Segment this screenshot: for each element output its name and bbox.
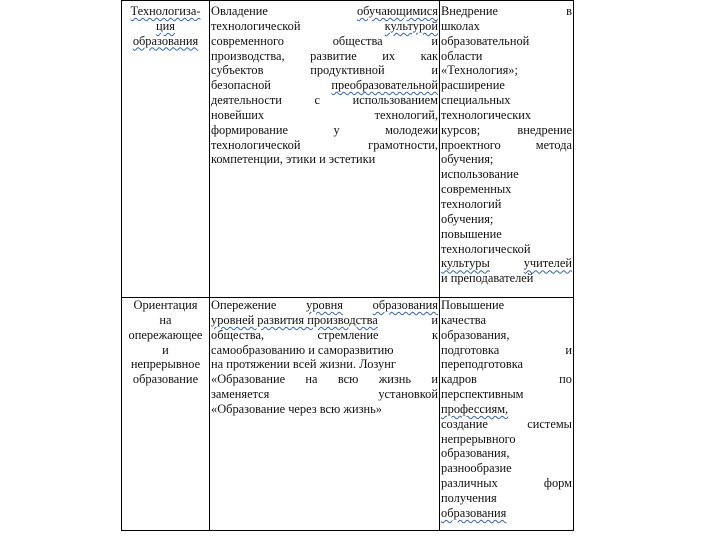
direction-cell xyxy=(122,298,210,531)
text-line xyxy=(441,167,572,182)
direction-line: на xyxy=(159,312,172,327)
word: новейших xyxy=(211,107,265,122)
word: качества xyxy=(441,312,486,327)
word: грамотности, xyxy=(368,137,438,152)
word: «Образование через всю жизнь» xyxy=(211,401,382,416)
text-line xyxy=(441,152,572,167)
word: и xyxy=(565,342,572,357)
text-line xyxy=(441,432,572,447)
word: современного xyxy=(211,33,285,48)
word: образования, xyxy=(441,327,510,342)
direction-line: опережающее xyxy=(128,327,203,342)
text-line xyxy=(441,242,572,257)
direction-cell xyxy=(122,1,210,298)
text-line xyxy=(441,402,572,417)
text-line xyxy=(211,63,438,78)
text-line xyxy=(211,19,438,34)
word: общества xyxy=(332,33,383,48)
word: и xyxy=(431,63,438,78)
word: использование xyxy=(441,167,519,182)
direction-line: и xyxy=(162,342,169,357)
text-line xyxy=(441,93,572,108)
text-line xyxy=(441,49,572,64)
direction-line: непрерывное xyxy=(130,357,201,372)
word: технологий, xyxy=(374,107,438,122)
text-line xyxy=(441,4,572,19)
word: перспективным xyxy=(441,387,524,402)
word: уровня xyxy=(306,298,343,312)
word: стремление xyxy=(317,327,379,342)
text-line xyxy=(211,152,438,167)
text-line xyxy=(441,372,572,387)
text-line xyxy=(441,138,572,153)
word: молодежи xyxy=(385,122,438,137)
word: по xyxy=(559,372,572,387)
text-line xyxy=(441,63,572,78)
text-line xyxy=(441,387,572,402)
text-line xyxy=(211,49,438,64)
word: заменяется xyxy=(211,387,270,402)
word: подготовка xyxy=(441,342,500,357)
word: формирование xyxy=(211,122,289,137)
word: как xyxy=(420,48,438,63)
word: всю xyxy=(337,372,359,387)
word: Внедрение xyxy=(441,4,498,18)
word: курсов; xyxy=(441,122,481,137)
text-line xyxy=(211,138,438,153)
word: у xyxy=(333,122,340,137)
word: системы xyxy=(527,416,572,431)
word: получения xyxy=(441,490,497,505)
text-line xyxy=(211,387,438,402)
word: «Технология»; xyxy=(441,63,518,78)
word: Повышение xyxy=(441,298,505,312)
word: к xyxy=(431,327,438,342)
implementation-cell xyxy=(440,298,574,531)
word: на протяжении всей жизни. Лозунг xyxy=(211,357,396,372)
word: компетенции, этики и эстетики xyxy=(211,152,376,167)
word: создание xyxy=(441,416,488,431)
text-line xyxy=(441,476,572,491)
direction-line: образования xyxy=(132,33,199,48)
text-line xyxy=(211,108,438,123)
word: метода xyxy=(535,137,572,152)
word: кадров xyxy=(441,372,477,387)
word: «Образование xyxy=(211,372,286,387)
word: и преподавателей xyxy=(441,271,534,286)
word: и xyxy=(431,372,438,387)
text-line xyxy=(441,271,572,286)
text-line xyxy=(441,343,572,358)
text-line xyxy=(441,19,572,34)
text-line xyxy=(211,372,438,387)
word: обучающимися xyxy=(356,4,438,18)
text-line xyxy=(441,461,572,476)
implementation-cell xyxy=(440,1,574,298)
word: субъектов xyxy=(211,63,264,78)
text-line xyxy=(441,298,572,313)
text-line xyxy=(441,197,572,212)
word: области xyxy=(441,48,483,63)
word: технологических xyxy=(441,107,532,122)
text-line xyxy=(211,93,438,108)
word: жизнь xyxy=(378,372,412,387)
word: современных xyxy=(441,182,512,197)
word: Овладение xyxy=(211,4,268,18)
word: уровней развития производства xyxy=(211,312,378,327)
word: общества, xyxy=(211,327,265,342)
word: школах xyxy=(441,18,480,33)
text-line xyxy=(211,78,438,93)
text-line xyxy=(441,182,572,197)
text-line xyxy=(441,108,572,123)
word: повышение xyxy=(441,226,502,241)
word: в xyxy=(566,4,572,18)
word: Опережение xyxy=(211,298,277,312)
text-line xyxy=(211,4,438,19)
text-line xyxy=(211,34,438,49)
word: установкой xyxy=(378,387,438,402)
word: самообразованию и саморазвитию xyxy=(211,342,394,357)
word: деятельности xyxy=(211,93,282,108)
text-line xyxy=(441,491,572,506)
word: продуктивной xyxy=(310,63,385,78)
word: с xyxy=(314,93,320,108)
word: технологической xyxy=(211,18,301,33)
text-line xyxy=(441,446,572,461)
word: специальных xyxy=(441,93,511,108)
word: образования xyxy=(441,505,507,520)
word: непрерывного xyxy=(441,431,516,446)
text-line xyxy=(441,78,572,93)
word: образовательной xyxy=(441,33,530,48)
word: культуры xyxy=(441,256,490,271)
text-line xyxy=(441,313,572,328)
table-row xyxy=(122,298,574,531)
word: разнообразие xyxy=(441,461,512,476)
word: технологий xyxy=(441,196,502,211)
word: и xyxy=(431,312,438,327)
text-line xyxy=(211,313,438,328)
text-line xyxy=(211,328,438,343)
word: профессиям, xyxy=(441,401,509,416)
word: переподготовка xyxy=(441,357,524,372)
word: учителей xyxy=(523,256,572,271)
word: различных xyxy=(441,476,498,491)
word: и xyxy=(431,33,438,48)
direction-line: образование xyxy=(132,372,199,387)
word: безопасной xyxy=(211,78,271,93)
content-cell xyxy=(210,1,440,298)
text-line xyxy=(211,343,438,358)
word: форм xyxy=(543,476,572,491)
word: расширение xyxy=(441,78,505,93)
word: развитие xyxy=(310,48,357,63)
text-line xyxy=(211,298,438,313)
text-line xyxy=(441,227,572,242)
word: проектного xyxy=(441,137,501,152)
text-line xyxy=(211,357,438,372)
word: на xyxy=(305,372,318,387)
word: использованием xyxy=(352,93,438,108)
text-line xyxy=(441,34,572,49)
direction-line: Ориентация xyxy=(133,298,198,312)
text-line xyxy=(441,123,572,138)
text-line xyxy=(441,417,572,432)
text-line xyxy=(441,357,572,372)
text-line xyxy=(441,328,572,343)
word: их xyxy=(382,48,396,63)
education-trends-table xyxy=(121,0,574,531)
table-row xyxy=(122,1,574,298)
text-line xyxy=(441,506,572,521)
word: внедрение xyxy=(517,122,572,137)
word: образования, xyxy=(441,446,510,461)
text-line xyxy=(211,402,438,417)
word: технологической xyxy=(441,241,531,256)
direction-line: ция xyxy=(156,18,175,33)
content-cell xyxy=(210,298,440,531)
text-line xyxy=(441,256,572,271)
word: культурой xyxy=(384,18,438,33)
text-line xyxy=(211,123,438,138)
word: технологической xyxy=(211,137,301,152)
direction-line: Технологиза- xyxy=(130,4,201,18)
word: образования xyxy=(372,298,438,312)
text-line xyxy=(441,212,572,227)
word: производства, xyxy=(211,48,285,63)
word: обучения; xyxy=(441,152,494,167)
word: обучения; xyxy=(441,211,494,226)
word: преобразовательной xyxy=(331,78,438,93)
